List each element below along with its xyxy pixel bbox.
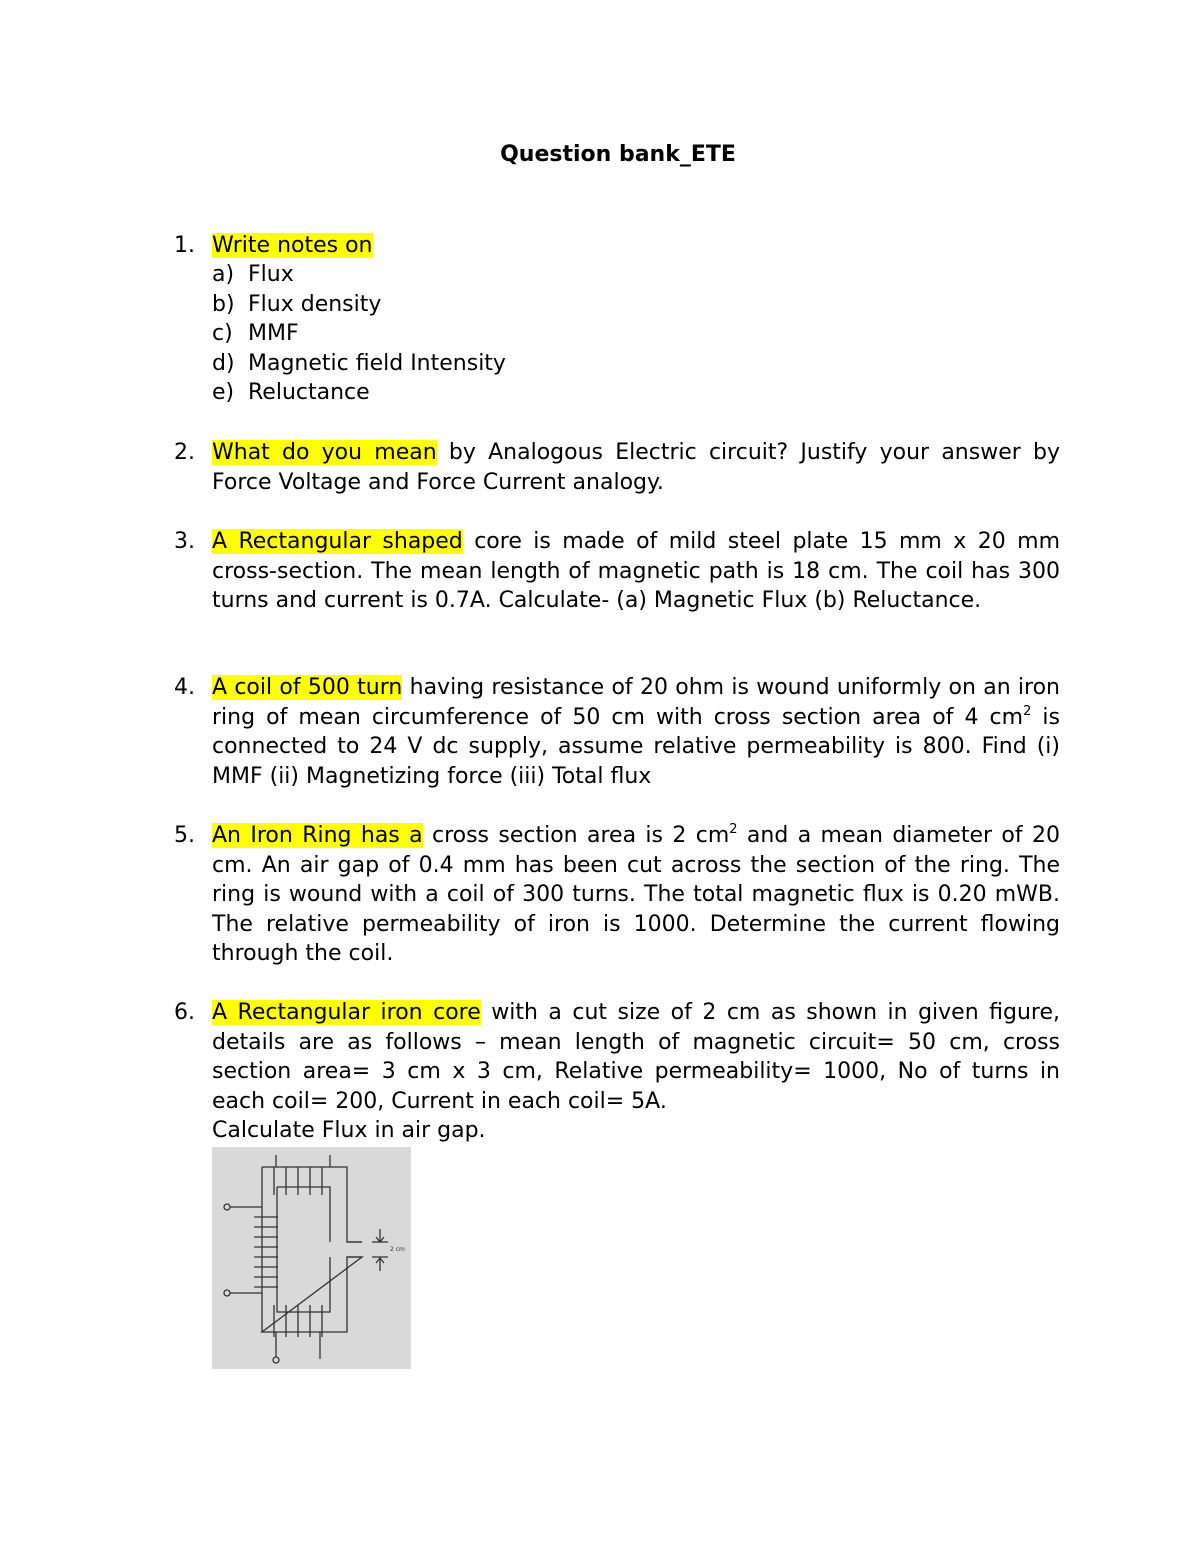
list-letter: e) <box>212 380 235 405</box>
question-text-line2: Calculate Flux in air gap. <box>212 1118 486 1144</box>
question-number: 4. <box>174 675 195 700</box>
question-text: and a mean diameter of 20 cm. An air gap of 0.4 mm has been cut across the section of the ring. The ring is wound with a coil of 300 turns. The total magnetic flux is 0.20 mWB. The relative permeability of iron is 1000. Determine the current flowing through the coil. <box>212 823 1060 967</box>
list-item <box>212 260 294 290</box>
figure-background <box>212 1147 411 1369</box>
highlighted-text: Write notes on <box>212 233 373 258</box>
superscript: 2 <box>1023 703 1032 719</box>
superscript: 2 <box>729 822 738 837</box>
question-number: 3. <box>174 529 195 554</box>
highlighted-text: A Rectangular iron core <box>212 1000 481 1025</box>
page-title: Question bank_ETE <box>500 142 736 167</box>
list-text: Magnetic field Intensity <box>248 351 506 376</box>
highlighted-text: A Rectangular shaped <box>212 529 463 554</box>
list-item <box>212 290 381 320</box>
question-2 <box>174 438 1060 497</box>
gap-label: 2 cm <box>390 1246 405 1253</box>
list-item <box>212 349 506 379</box>
list-letter: c) <box>212 321 233 346</box>
iron-core-figure <box>212 1147 411 1369</box>
question-number: 2. <box>174 440 195 465</box>
list-item <box>212 319 299 349</box>
question-6 <box>174 998 1060 1146</box>
question-text: core is made of mild steel plate 15 mm x 20 mm cross-section. The mean length of magnetic path is 18 cm. The coil has 300 turns and current is 0.7A. Calculate- (a) Magnetic Flux (b) Reluctance. <box>212 529 1060 614</box>
list-text: Reluctance <box>248 380 370 405</box>
question-text: with a cut size of 2 cm as shown in given figure, details are as follows – mean length of magnetic circuit= 50 cm, cross section area= 3 cm x 3 cm, Relative permeability= 1000, No of turns in each coil= 200, Current in each coil= 5A. <box>212 1000 1060 1114</box>
question-3 <box>174 527 1060 616</box>
question-text: is connected to 24 V dc supply, assume relative permeability is 800. Find (i) MMF (ii) Magnetizing force (iii) Total flux <box>212 704 1060 789</box>
list-text: MMF <box>248 321 299 346</box>
question-number: 5. <box>174 823 195 848</box>
question-text: having resistance of 20 ohm is wound uniformly on an iron ring of mean circumference of 50 cm with cross section area of 4 cm <box>212 675 1060 730</box>
core-diagram <box>212 1147 411 1369</box>
question-5 <box>174 821 1060 969</box>
highlighted-text: What do you mean <box>212 440 437 465</box>
highlighted-text: An Iron Ring has a <box>212 823 423 848</box>
list-letter: a) <box>212 262 235 287</box>
question-number: 1. <box>174 233 195 258</box>
highlighted-text: A coil of 500 turn <box>212 675 403 700</box>
question-number: 6. <box>174 1000 195 1025</box>
list-letter: b) <box>212 292 235 317</box>
list-text: Flux density <box>248 292 382 317</box>
list-item <box>212 378 370 408</box>
question-1 <box>174 231 1060 261</box>
question-4 <box>174 673 1060 791</box>
question-text: by Analogous Electric circuit? Justify your answer by Force Voltage and Force Current analogy. <box>212 440 1060 495</box>
question-text: cross section area is 2 cm <box>422 823 730 848</box>
list-letter: d) <box>212 351 235 376</box>
list-text: Flux <box>248 262 294 287</box>
